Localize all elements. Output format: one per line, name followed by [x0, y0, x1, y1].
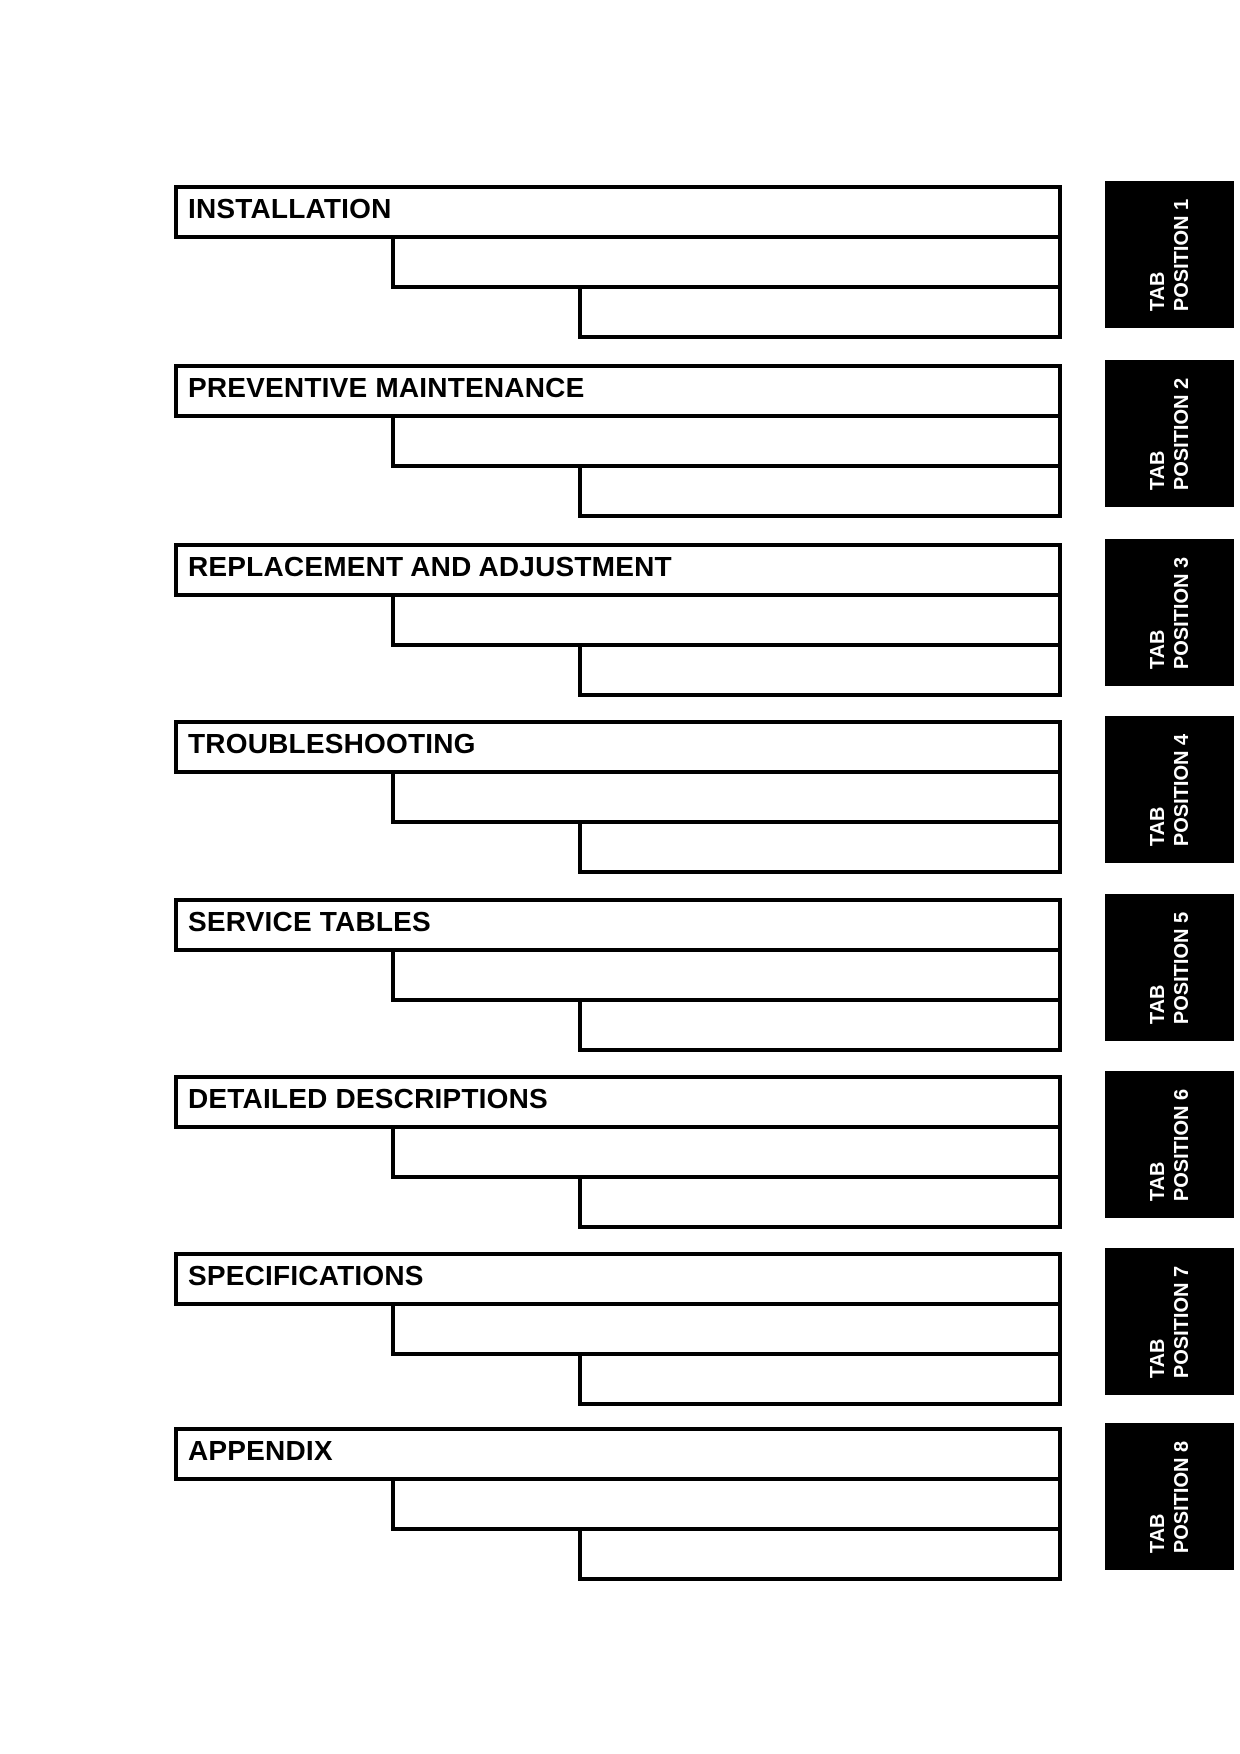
section-title-box — [174, 1075, 1062, 1129]
section-preventive-maintenance — [0, 364, 1240, 520]
tab-position-4[interactable] — [1105, 716, 1234, 863]
tab-label-line1: TAB — [1146, 1338, 1169, 1378]
section-title-box — [174, 1252, 1062, 1306]
subsection-box — [391, 770, 1062, 824]
section-title-box — [174, 543, 1062, 597]
subsection-box — [391, 235, 1062, 289]
tab-label-line2: POSITION 6 — [1170, 1088, 1193, 1201]
tab-label-line2: POSITION 4 — [1170, 733, 1193, 846]
section-title: REPLACEMENT AND ADJUSTMENT — [188, 551, 672, 582]
section-detailed-descriptions — [0, 1075, 1240, 1231]
section-title: SERVICE TABLES — [188, 906, 431, 937]
tab-label-line2: POSITION 5 — [1170, 911, 1193, 1024]
section-installation — [0, 185, 1240, 341]
subsubsection-box — [578, 285, 1062, 339]
subsection-box — [391, 1302, 1062, 1356]
subsection-box — [391, 414, 1062, 468]
section-title: DETAILED DESCRIPTIONS — [188, 1083, 548, 1114]
section-title: SPECIFICATIONS — [188, 1260, 424, 1291]
subsubsection-box — [578, 1175, 1062, 1229]
section-title-box — [174, 364, 1062, 418]
section-appendix — [0, 1427, 1240, 1583]
subsubsection-box — [578, 998, 1062, 1052]
tab-label-line1: TAB — [1146, 806, 1169, 846]
tab-position-6[interactable] — [1105, 1071, 1234, 1218]
section-replacement-and-adjustment — [0, 543, 1240, 699]
tab-position-1[interactable] — [1105, 181, 1234, 328]
section-specifications — [0, 1252, 1240, 1408]
subsubsection-box — [578, 1527, 1062, 1581]
section-title: INSTALLATION — [188, 193, 392, 224]
section-title-box — [174, 185, 1062, 239]
subsubsection-box — [578, 464, 1062, 518]
subsubsection-box — [578, 643, 1062, 697]
tab-position-5[interactable] — [1105, 894, 1234, 1041]
section-title: TROUBLESHOOTING — [188, 728, 476, 759]
tab-label-line2: POSITION 1 — [1170, 198, 1193, 311]
tab-label-line2: POSITION 2 — [1170, 377, 1193, 490]
tab-label-line2: POSITION 7 — [1170, 1265, 1193, 1378]
tab-label-line1: TAB — [1146, 1161, 1169, 1201]
section-troubleshooting — [0, 720, 1240, 876]
tab-label-line1: TAB — [1146, 984, 1169, 1024]
subsection-box — [391, 948, 1062, 1002]
subsection-box — [391, 1125, 1062, 1179]
tab-label-line2: POSITION 8 — [1170, 1440, 1193, 1553]
subsection-box — [391, 593, 1062, 647]
subsubsection-box — [578, 1352, 1062, 1406]
tab-label-line1: TAB — [1146, 271, 1169, 311]
tab-position-2[interactable] — [1105, 360, 1234, 507]
tab-label-line1: TAB — [1146, 1513, 1169, 1553]
section-title-box — [174, 1427, 1062, 1481]
section-service-tables — [0, 898, 1240, 1054]
section-title: APPENDIX — [188, 1435, 333, 1466]
subsubsection-box — [578, 820, 1062, 874]
tab-position-8[interactable] — [1105, 1423, 1234, 1570]
section-title-box — [174, 898, 1062, 952]
section-title-box — [174, 720, 1062, 774]
tab-label-line1: TAB — [1146, 450, 1169, 490]
section-title: PREVENTIVE MAINTENANCE — [188, 372, 585, 403]
subsection-box — [391, 1477, 1062, 1531]
tab-label-line2: POSITION 3 — [1170, 556, 1193, 669]
tab-label-line1: TAB — [1146, 629, 1169, 669]
tab-position-7[interactable] — [1105, 1248, 1234, 1395]
tab-position-3[interactable] — [1105, 539, 1234, 686]
